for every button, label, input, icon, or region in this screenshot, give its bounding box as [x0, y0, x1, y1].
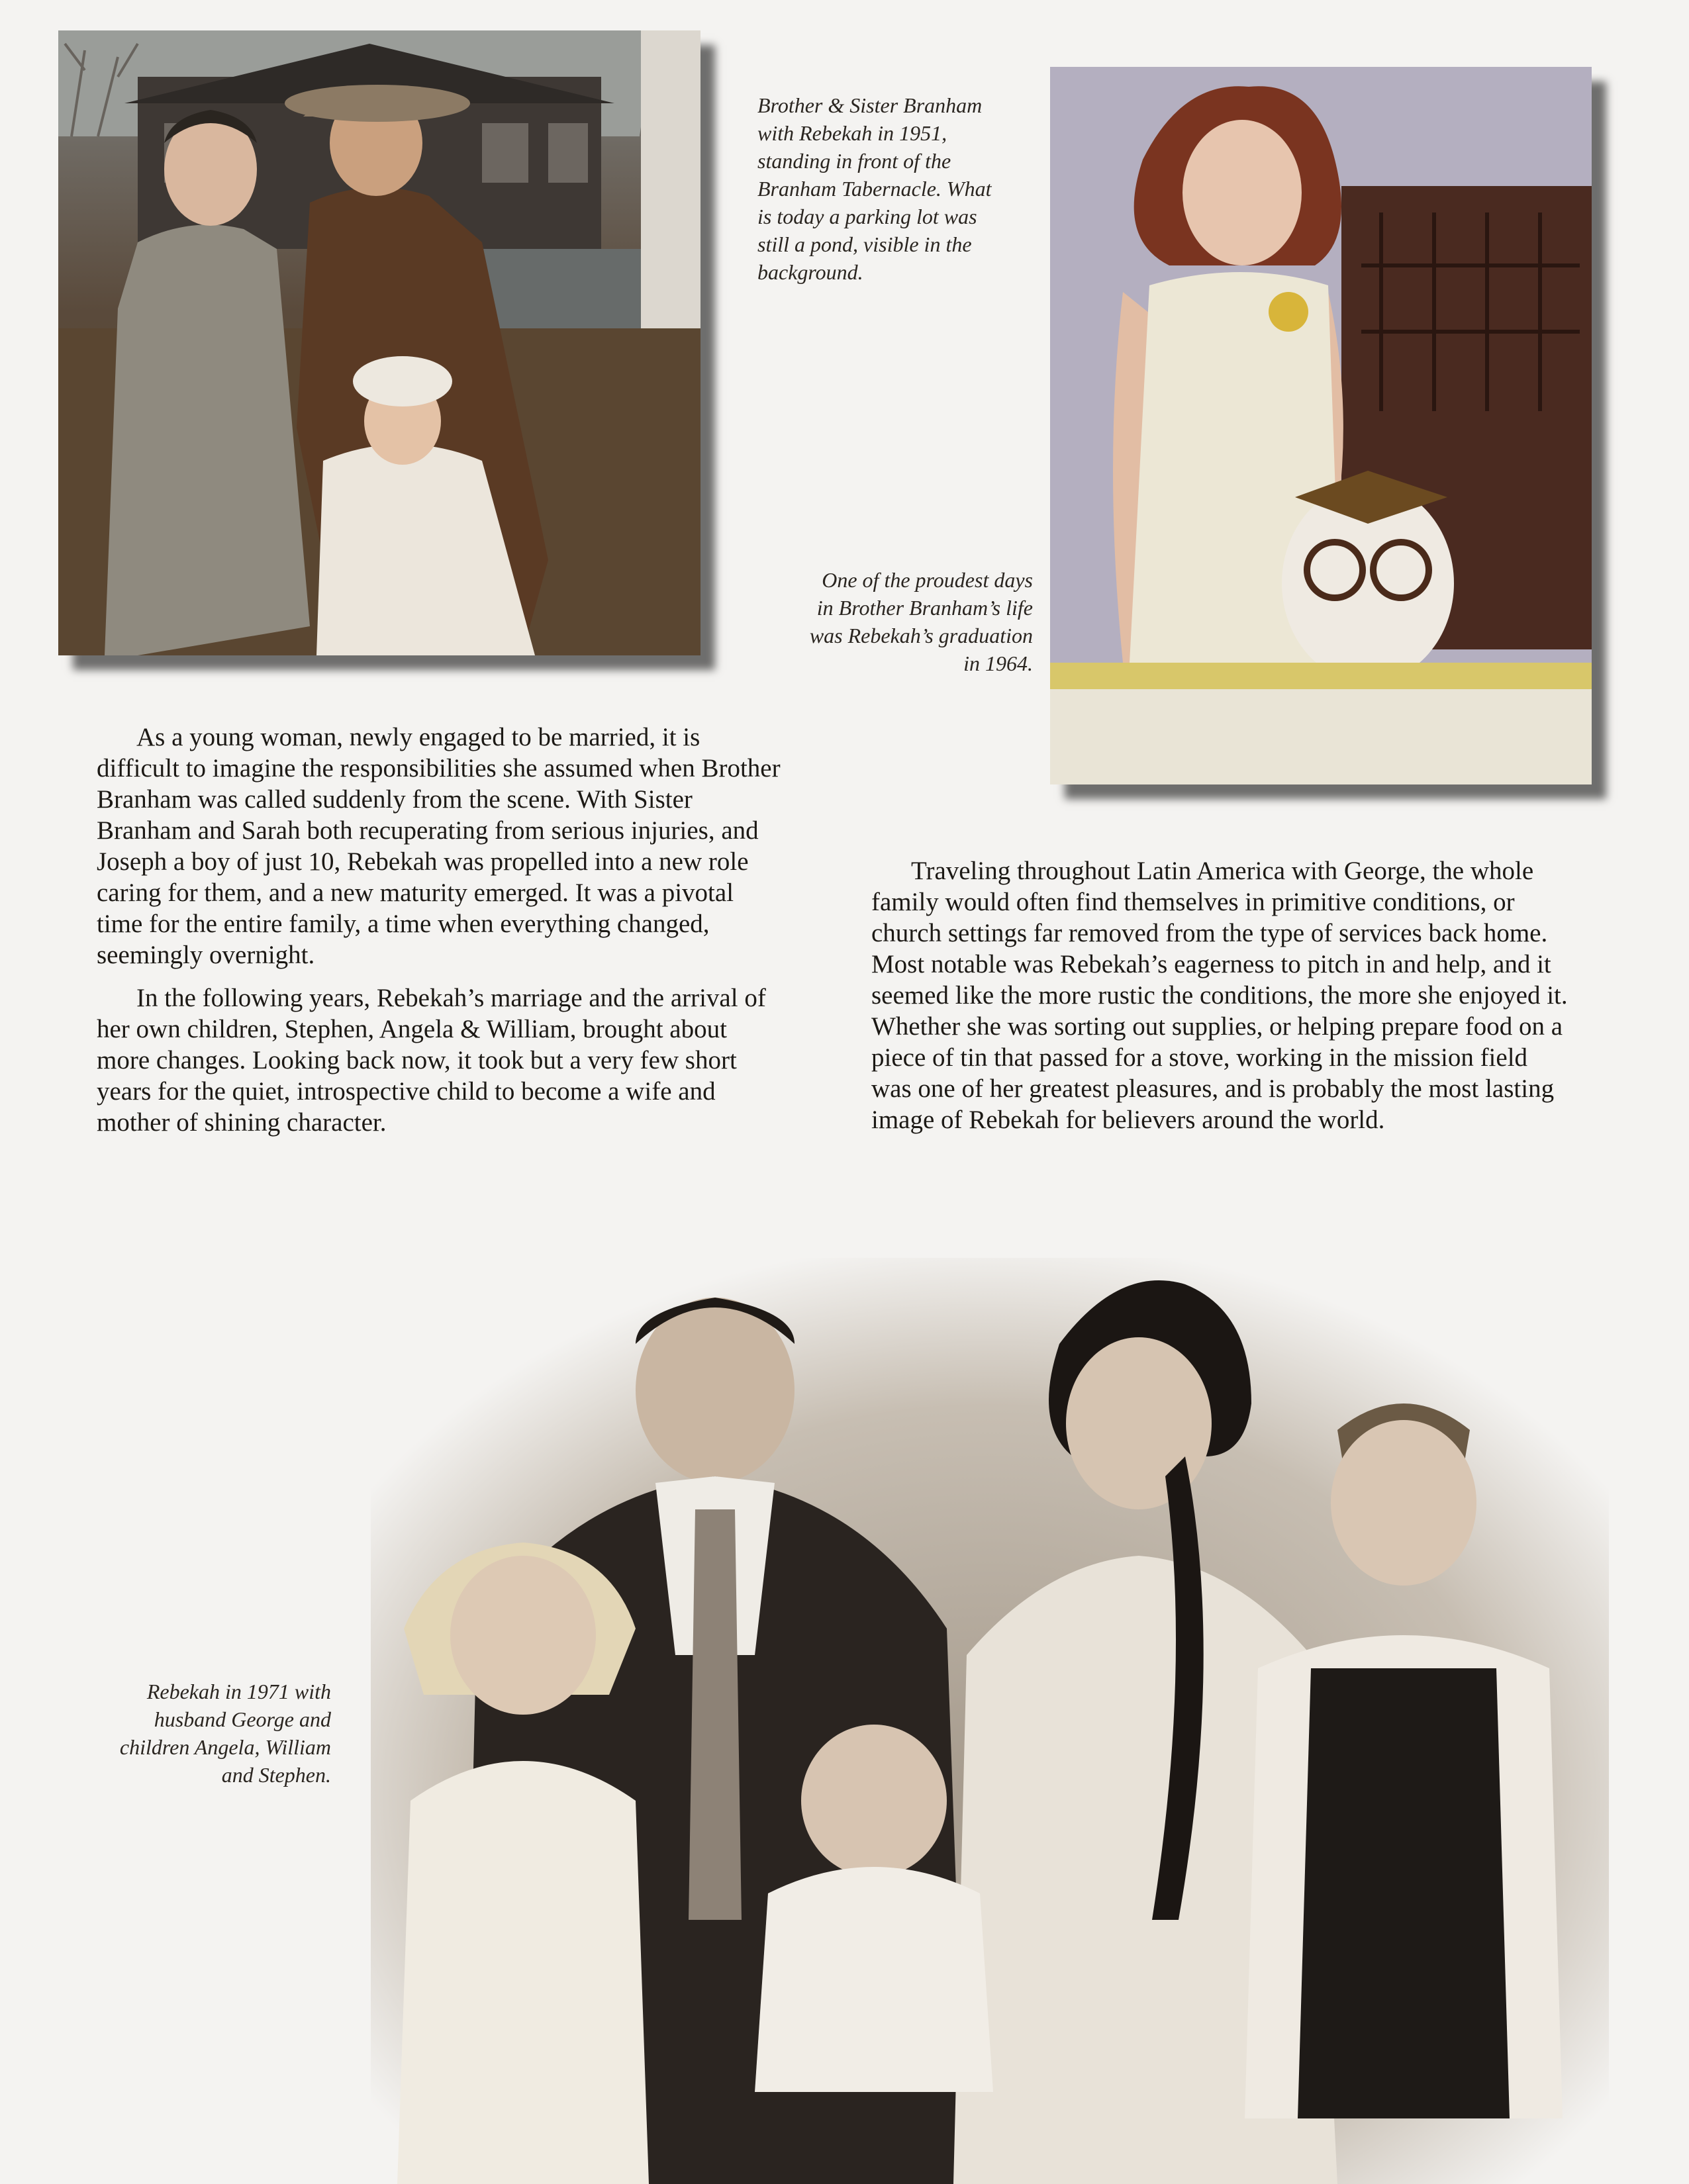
left-paragraph-1: As a young woman, newly engaged to be married, it is difficult to imagine the responsibilities she assumed when Brother Branham was called suddenly from the scene. With Sister Branham and Sarah both recuperating from serious injuries, and Joseph a boy of just 10, Rebekah was propelled into a new role caring for them, and a new maturity emerged. It was a pivotal time for the entire family, a time when everything changed, seemingly overnight. — [97, 723, 781, 969]
caption-photo-1951: Brother & Sister Branham with Rebekah in 1951, standing in front of the Branham Tabernacle. What is today a parking lot was still a pond, visible in the background. — [757, 93, 992, 284]
photo-branham-family-1951 — [58, 30, 700, 655]
right-column-text — [871, 855, 1573, 1147]
left-paragraph-2: In the following years, Rebekah’s marriage and the arrival of her own children, Stephen, Angela & William, brought about more changes. Looking back now, it took but a very few short years for the quiet, introspective child to become a wife and mother of shining character. — [97, 984, 766, 1137]
photo-family-portrait-1971 — [371, 1258, 1609, 2184]
caption-photo-1964: One of the proudest days in Brother Branham’s life was Rebekah’s graduation in 1964. — [809, 568, 1033, 675]
caption-photo-1971: Rebekah in 1971 with husband George and children Angela, William and Stephen. — [119, 1680, 331, 1787]
left-column-text — [97, 722, 785, 1150]
photo-rebekah-graduation-1964 — [1050, 67, 1592, 784]
right-paragraph-1: Traveling throughout Latin America with George, the whole family would often find themselves in primitive conditions, or church settings far removed from the type of services back home. Most notable was Rebekah’s eagerness to pitch in and help, and it seemed like the more rustic the conditions, the more she enjoyed it. Whether she was sorting out supplies, or helping prepare food on a piece of tin that passed for a stove, working in the mission field was one of her greatest pleasures, and is probably the most lasting image of Rebekah for believers around the world. — [871, 857, 1568, 1134]
